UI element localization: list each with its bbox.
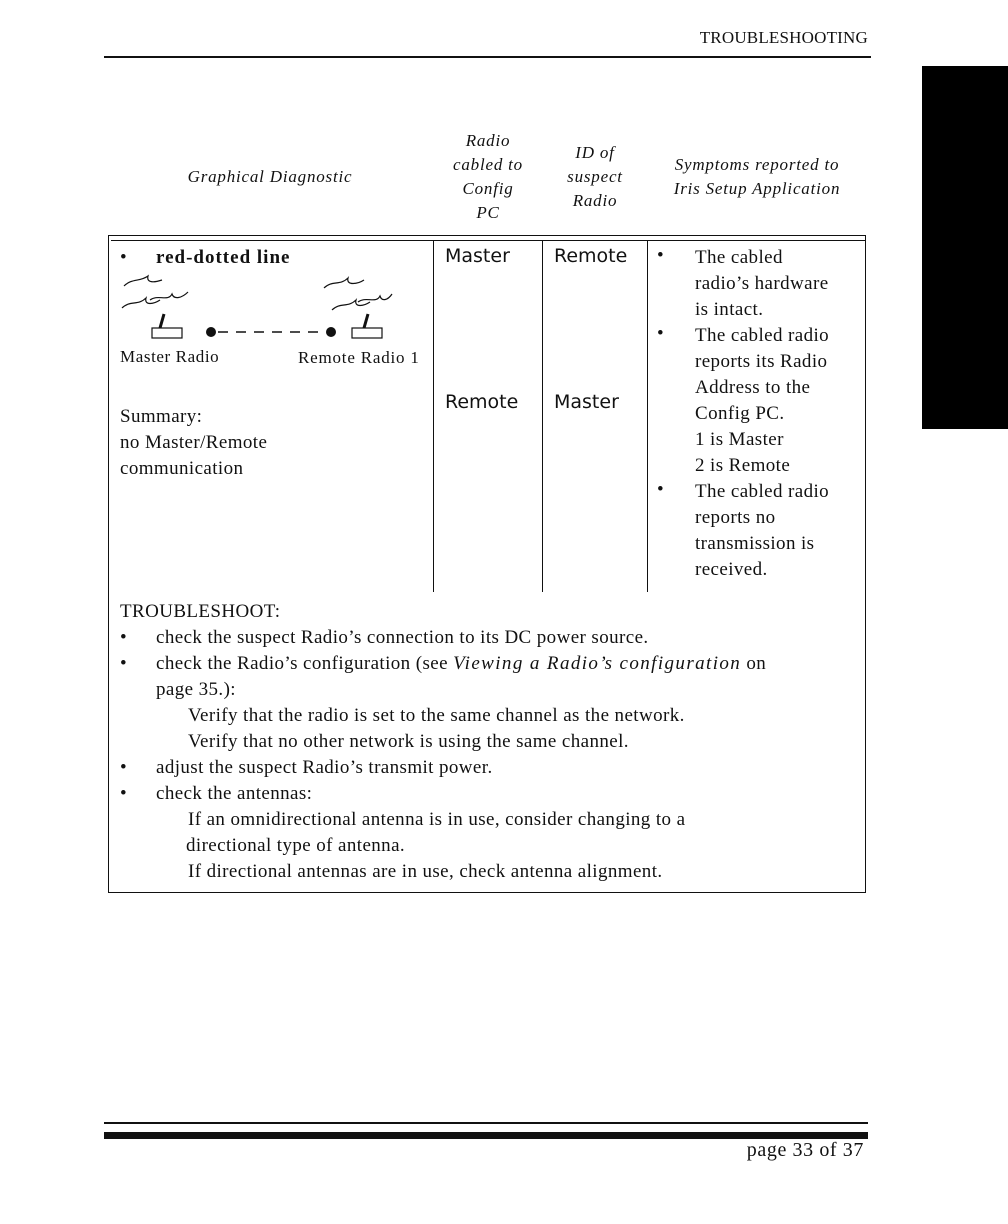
link-endpoint-icon xyxy=(326,327,336,337)
column-divider xyxy=(542,240,543,592)
cabled-value-row2: Remote xyxy=(445,391,519,413)
troubleshoot-substep: Verify that the radio is set to the same channel as the network. xyxy=(188,705,685,726)
column-divider xyxy=(647,240,648,592)
suspect-value-row1: Remote xyxy=(554,245,628,267)
footer-rule xyxy=(104,1122,868,1124)
column-heading-cabled: Radio cabled to Config PC xyxy=(453,131,523,222)
troubleshoot-substep: If an omnidirectional antenna is in use, consider changing to a xyxy=(188,809,686,830)
bullet: • xyxy=(120,627,128,648)
config-reference-link[interactable]: Viewing a Radio’s configuration xyxy=(453,653,742,674)
header-rule xyxy=(104,56,871,58)
diagnostic-summary: Summary: no Master/Remote communication xyxy=(120,406,268,479)
bullet: • xyxy=(120,653,128,674)
column-heading-symptoms: Symptoms reported to Iris Setup Application xyxy=(673,155,841,198)
troubleshoot-step-power: check the suspect Radio’s connection to its DC power source. xyxy=(156,627,649,648)
troubleshoot-substep: Verify that no other network is using the same channel. xyxy=(188,731,629,752)
troubleshoot-step-config: check the Radio’s configuration (see Viewing a Radio’s configuration on xyxy=(156,653,767,674)
bullet: • xyxy=(657,323,664,344)
suspect-value-row2: Master xyxy=(554,391,619,413)
link-endpoint-icon xyxy=(206,327,216,337)
troubleshoot-step-config-cont: page 35.): xyxy=(156,679,236,700)
page-number: page 33 of 37 xyxy=(746,1139,864,1161)
chapter-tab-marker xyxy=(922,66,1008,429)
cabled-value-row1: Master xyxy=(445,245,510,267)
signal-wave-icon xyxy=(150,292,188,300)
symptoms-list: The cabled radio’s hardware is intact. The cabled radio reports its Radio Address to the Config PC. 1 is Master 2 is Remote The cabled radio reports no transmission is received. xyxy=(695,247,830,580)
bullet: • xyxy=(657,245,664,266)
troubleshoot-substep: directional type of antenna. xyxy=(186,835,406,856)
signal-wave-icon xyxy=(124,276,162,286)
bullet: • xyxy=(120,247,128,268)
remote-radio-icon xyxy=(352,314,382,338)
troubleshoot-heading: TROUBLESHOOT: xyxy=(120,601,281,622)
signal-wave-icon xyxy=(324,278,364,288)
column-divider xyxy=(433,240,434,592)
bullet: • xyxy=(120,757,128,778)
troubleshoot-step-antennas: check the antennas: xyxy=(156,783,313,804)
column-heading-graphical: Graphical Diagnostic xyxy=(187,167,353,186)
signal-wave-icon xyxy=(332,300,370,310)
bullet: • xyxy=(120,783,128,804)
radio-link-diagram xyxy=(112,270,402,344)
troubleshoot-step-transmit: adjust the suspect Radio’s transmit power. xyxy=(156,757,493,778)
diagnostic-title: red-dotted line xyxy=(156,247,291,268)
section-header: TROUBLESHOOTING xyxy=(699,28,868,47)
column-heading-suspect: ID of suspect Radio xyxy=(567,143,623,210)
table-inner-rule xyxy=(111,240,865,241)
signal-wave-icon xyxy=(358,294,392,302)
troubleshoot-substep: If directional antennas are in use, check antenna alignment. xyxy=(188,861,663,882)
bullet: • xyxy=(657,479,664,500)
master-radio-icon xyxy=(152,314,182,338)
remote-radio-label: Remote Radio 1 xyxy=(298,348,420,367)
master-radio-label: Master Radio xyxy=(120,347,220,366)
footer-rule-thick xyxy=(104,1132,868,1139)
signal-wave-icon xyxy=(122,298,160,308)
